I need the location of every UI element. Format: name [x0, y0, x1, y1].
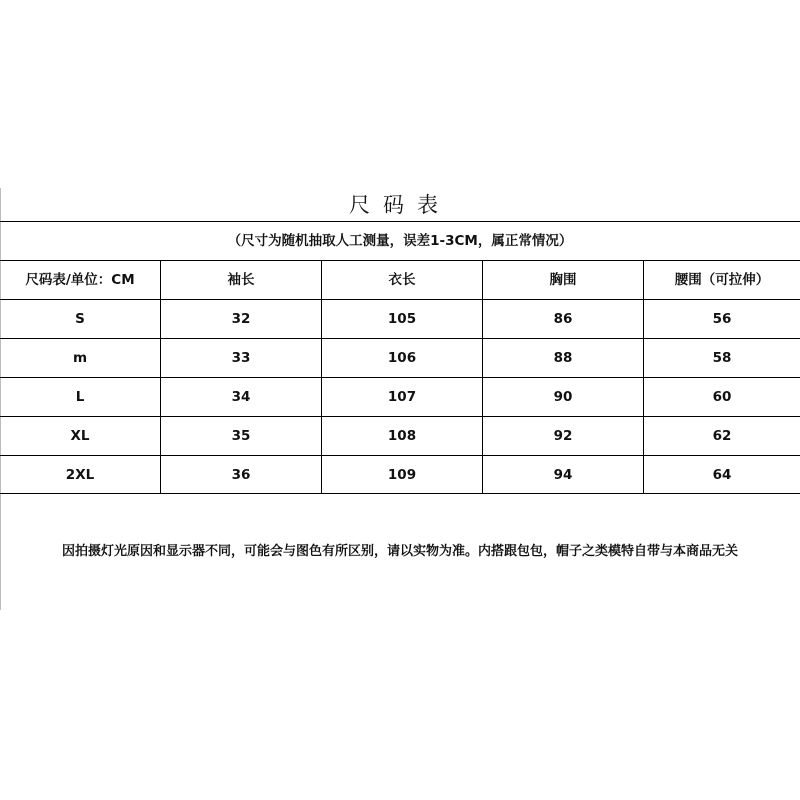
cell-chest: 92	[483, 417, 644, 455]
table-row	[0, 417, 800, 455]
page-title: 尺码表	[349, 193, 451, 217]
cell-size: XL	[0, 417, 161, 455]
table-row	[0, 300, 800, 338]
table-header-row	[0, 261, 800, 299]
cell-size: 2XL	[0, 456, 161, 494]
cell-length: 109	[322, 456, 483, 494]
header-cell-waist: 腰围（可拉伸）	[674, 272, 770, 288]
header-cell-size: 尺码表/单位：CM	[0, 261, 161, 299]
cell-chest: 94	[483, 456, 644, 494]
cell-waist: 64	[712, 467, 732, 483]
table-row	[0, 378, 800, 416]
cell-chest: 90	[483, 378, 644, 416]
cell-sleeve: 36	[161, 456, 322, 494]
header-cell-length: 衣长	[322, 261, 483, 299]
table-row	[0, 456, 800, 494]
cell-size: L	[0, 378, 161, 416]
cell-chest: 86	[483, 300, 644, 338]
cell-size: S	[0, 300, 161, 338]
cell-length: 105	[322, 300, 483, 338]
cell-sleeve: 32	[161, 300, 322, 338]
cell-length: 107	[322, 378, 483, 416]
cell-sleeve: 35	[161, 417, 322, 455]
cell-waist: 60	[712, 389, 732, 405]
table-row	[0, 339, 800, 377]
cell-sleeve: 34	[161, 378, 322, 416]
header-cell-chest: 胸围	[483, 261, 644, 299]
cell-size: m	[0, 339, 161, 377]
cell-waist: 62	[712, 428, 732, 444]
cell-chest: 88	[483, 339, 644, 377]
cell-waist: 58	[712, 350, 732, 366]
cell-sleeve: 33	[161, 339, 322, 377]
header-cell-sleeve: 袖长	[161, 261, 322, 299]
cell-length: 106	[322, 339, 483, 377]
disclaimer-text: 因拍摄灯光原因和显示器不同，可能会与图色有所区别，请以实物为准。内搭跟包包，帽子之类模特自带与本商品无关	[61, 544, 738, 559]
table-bottom-border	[0, 493, 800, 494]
cell-waist: 56	[712, 311, 732, 327]
cell-length: 108	[322, 417, 483, 455]
measurement-note: （尺寸为随机抽取人工测量，误差1-3CM，属正常情况）	[227, 233, 573, 249]
